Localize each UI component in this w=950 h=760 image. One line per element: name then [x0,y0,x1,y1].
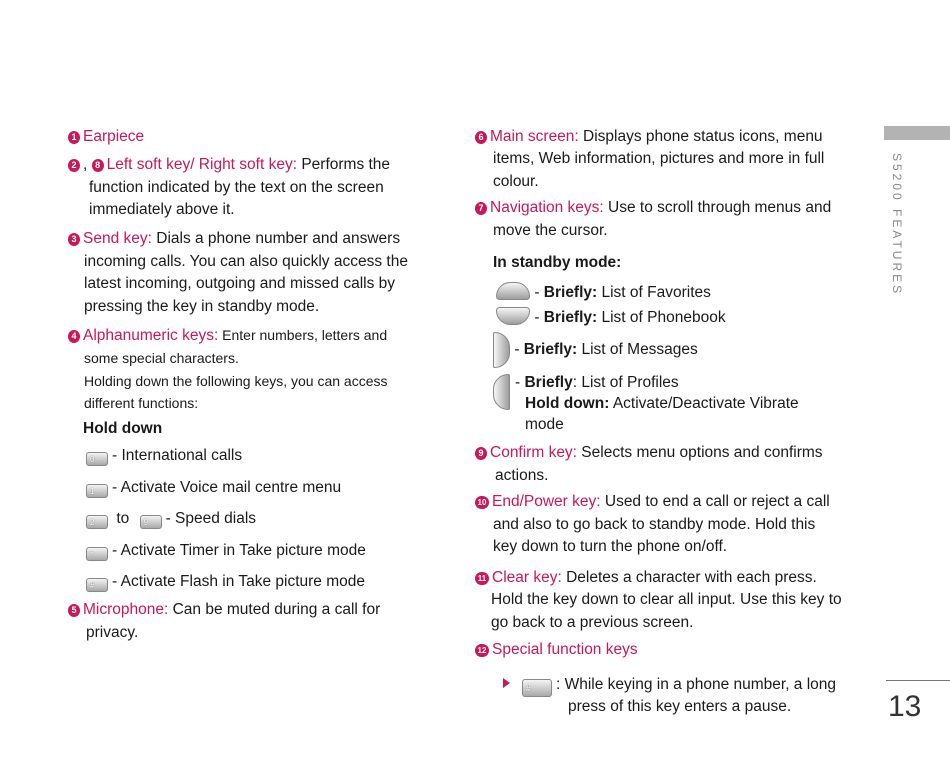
item-text: go back to a previous screen. [491,614,694,631]
item-text: : While keying in a phone number, a long [556,676,837,693]
nav-hold-row [525,393,799,416]
page-number: 13 [888,690,922,723]
item-text: Performs the [297,156,391,173]
nav-text: mode [525,416,564,433]
item-title: Special function keys [492,641,638,658]
nav-row: - Briefly: List of Messages [493,332,698,368]
callout-number: 4 [68,330,80,343]
item-title: Alphanumeric keys: [83,327,219,344]
key-0-icon: 0 [86,452,108,466]
callout-number: 9 [475,447,487,460]
item-text: key down to turn the phone on/off. [493,538,728,555]
item-text: Can be muted during a call for [168,601,381,618]
callout-number: 5 [68,604,80,617]
nav-label: Briefly: [543,284,598,301]
item-text: some special characters. [84,350,239,366]
page-number-rule [886,680,950,681]
item-text: Used to end a call or reject a call [600,493,830,510]
hold-down-heading: Hold down [83,420,163,437]
item-text: privacy. [86,624,139,641]
item-text: actions. [495,467,549,484]
item-text: pressing the key in standby mode. [84,298,320,315]
item-title: Main screen: [490,128,579,145]
nav-label: Briefly: [523,341,578,359]
item-text: function indicated by the text on the screen [89,179,384,196]
key-star-icon: * [86,547,108,561]
item-alphanumeric-keys [68,324,387,348]
bullet-arrow-icon [503,678,510,688]
item-text: incoming calls. You can also quickly access the [84,253,408,270]
nav-left-icon [493,374,510,410]
nav-right-icon [493,332,510,368]
nav-left-icon-wrap [493,374,510,410]
item-text: Enter numbers, letters and [218,327,388,343]
key-function: - Speed dials [165,510,257,527]
item-text: Dials a phone number and answers [151,230,401,247]
nav-label: Briefly [524,374,573,391]
separator: , [83,156,88,173]
item-title: Navigation keys: [490,199,604,216]
item-end-power-key [475,491,830,514]
item-text: press of this key enters a pause. [568,698,792,715]
item-title: Clear key: [492,569,562,586]
key-function: - Activate Flash in Take picture mode [112,573,366,590]
nav-text: Activate/Deactivate Vibrate [609,395,799,412]
item-text: colour. [493,173,539,190]
callout-number: 11 [475,572,489,585]
key-2-icon: 2 [86,515,108,529]
item-title: Left soft key/ Right soft key: [106,156,298,173]
item-text: items, Web information, pictures and more in full [493,150,825,167]
special-item-row [522,674,836,697]
item-clear-key [475,567,817,590]
item-microphone [68,599,380,622]
sidebar-tab [884,126,950,140]
nav-label: Briefly: [543,309,598,326]
item-text: move the cursor. [493,222,608,239]
key-1-icon: 1 [86,484,108,498]
nav-row: - Briefly: List of Phonebook [496,307,726,330]
callout-number: 12 [475,644,489,657]
key-row [86,477,341,500]
item-title: Confirm key: [490,444,577,461]
item-title: Send key: [83,230,152,247]
nav-text: : List of Profiles [572,374,679,391]
nav-up-icon [496,282,530,300]
key-function: - Activate Timer in Take picture mode [112,542,366,559]
item-text: Deletes a character with each press. [561,569,817,586]
key-hash-icon: # [86,578,108,592]
nav-down-icon [496,307,530,325]
key-row [86,445,242,468]
section-label: S5200 FEATURES [890,153,904,297]
nav-row: - Briefly: List of Profiles [515,374,679,391]
key-9-icon: 9 [140,515,162,529]
item-text: Holding down the following keys, you can access [84,373,388,389]
callout-number: 3 [68,233,80,246]
item-title: Microphone: [83,601,169,618]
item-text: Selects menu options and confirms [577,444,823,461]
item-title: End/Power key: [492,493,601,510]
callout-number: 7 [475,202,487,215]
key-row [86,540,366,563]
item-text: latest incoming, outgoing and missed calls by [84,275,396,292]
item-soft-keys [68,154,390,177]
item-text: Displays phone status icons, menu [578,128,823,145]
standby-heading: In standby mode: [493,254,622,271]
item-earpiece [68,126,144,149]
item-text: Hold the key down to clear all input. Use this key to [491,591,842,608]
key-row [86,571,365,594]
item-text: immediately above it. [89,201,235,218]
callout-number: 1 [68,131,80,144]
key-hash-icon: # [522,679,552,697]
nav-text: List of Messages [577,341,698,359]
callout-number: 8 [92,159,104,172]
item-title: Earpiece [83,128,145,145]
nav-text: List of Phonebook [597,309,726,326]
item-text: Use to scroll through menus and [603,199,832,216]
item-confirm-key [475,442,823,465]
callout-number: 10 [475,496,489,509]
nav-text: List of Favorites [597,284,711,301]
item-navigation-keys [475,197,831,220]
item-text: different functions: [84,395,199,411]
key-function: - Activate Voice mail centre menu [112,479,342,496]
nav-row: - Briefly: List of Favorites [496,282,711,305]
item-text: and also to go back to standby mode. Hold this [493,516,816,533]
callout-number: 6 [475,131,487,144]
key-row [86,508,256,531]
range-word: to [116,510,130,527]
item-main-screen [475,126,823,149]
key-function: - International calls [112,447,243,464]
item-special-function-keys [475,639,638,662]
nav-label: Hold down: [525,395,610,412]
item-send-key [68,228,400,251]
callout-number: 2 [68,159,80,172]
